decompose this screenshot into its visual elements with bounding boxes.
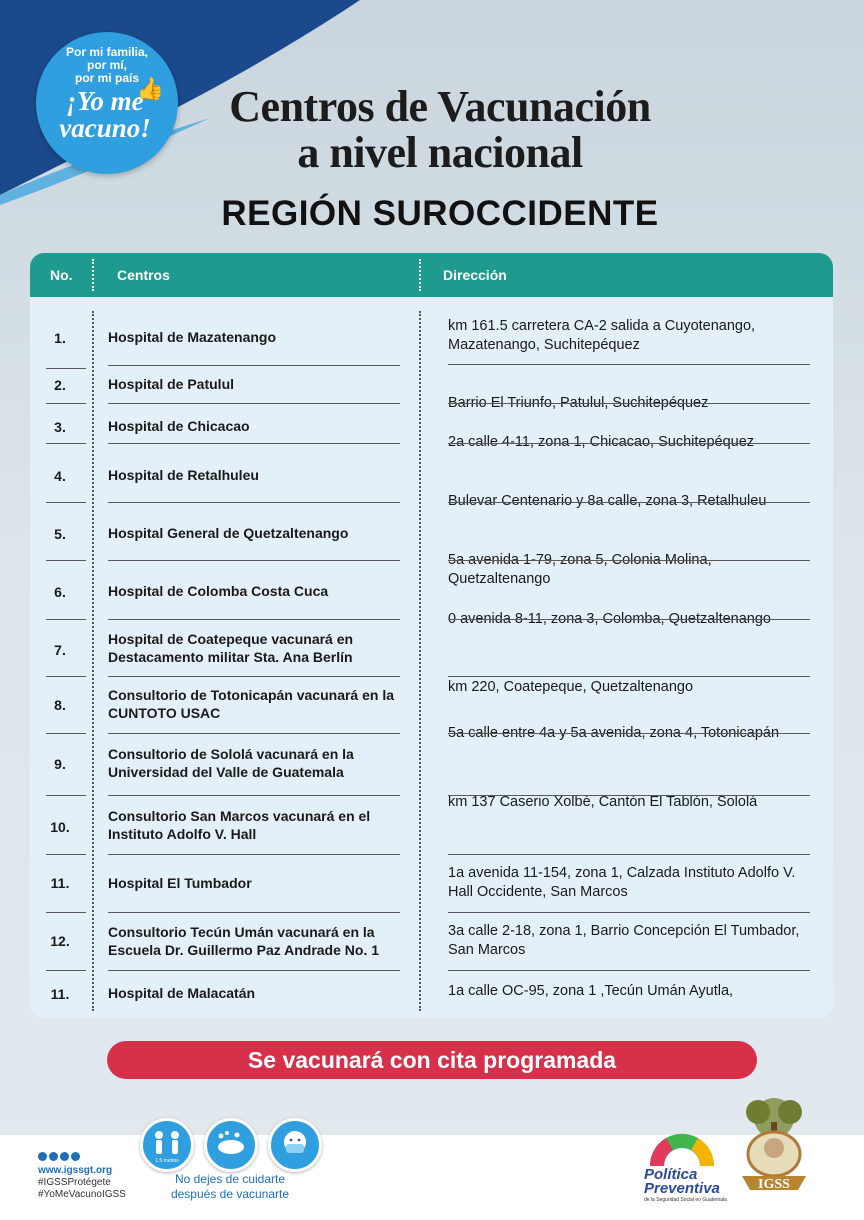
center-name: Consultorio Tecún Umán vacunará en la Escuela Dr. Guillermo Paz Andrade No. 1 <box>108 924 380 958</box>
campaign-line-2: por mí, <box>86 58 127 72</box>
vaccination-centers-table <box>30 253 833 1018</box>
page-title <box>180 84 700 176</box>
row-divider <box>108 912 400 913</box>
row-divider <box>448 502 810 503</box>
center-name: Hospital de Colomba Costa Cuca <box>108 583 329 599</box>
pp-line-2: Preventiva <box>644 1180 720 1197</box>
row-divider <box>46 502 86 503</box>
row-divider <box>108 443 400 444</box>
igss-logo <box>728 1092 820 1200</box>
row-divider <box>108 676 400 677</box>
row-divider <box>108 365 400 366</box>
campaign-line-3: por mi país <box>74 71 139 85</box>
row-divider <box>108 970 400 971</box>
row-number: 4. <box>54 468 66 484</box>
row-divider <box>46 676 86 677</box>
igss-logo-text: IGSS <box>758 1177 790 1192</box>
row-number: 5. <box>54 526 66 542</box>
row-number: 7. <box>54 642 66 658</box>
row-number: 11. <box>50 986 70 1002</box>
hashtag-yomevacuno: #YoMeVacunoIGSS <box>38 1189 126 1200</box>
row-divider <box>448 795 810 796</box>
address: km 161.5 carretera CA-2 salida a Cuyotenango, Mazatenango, Suchitepéquez <box>448 318 756 353</box>
row-divider <box>108 560 400 561</box>
twitter-icon[interactable] <box>49 1152 58 1161</box>
address: 5a avenida 1-79, zona 5, Colonia Molina, Quetzaltenango <box>448 552 712 587</box>
address: 1a avenida 11-154, zona 1, Calzada Instituto Adolfo V. Hall Occidente, San Marcos <box>448 865 796 900</box>
campaign-line-1: Por mi familia, <box>65 45 149 59</box>
address: 0 avenida 8-11, zona 3, Colomba, Quetzaltenango <box>448 611 771 627</box>
center-name: Hospital El Tumbador <box>108 875 252 891</box>
row-divider <box>108 502 400 503</box>
center-name: Hospital de Retalhuleu <box>108 467 259 483</box>
campaign-badge <box>36 32 178 174</box>
distance-label: 1.5 metros <box>155 1158 179 1164</box>
row-divider <box>108 733 400 734</box>
title-line-1: Centros de Vacunación <box>229 82 651 131</box>
row-divider <box>448 676 810 677</box>
address: 2a calle 4-11, zona 1, Chicacao, Suchitepéquez <box>448 434 755 450</box>
header-divider <box>419 259 421 291</box>
appointment-banner: Se vacunará con cita programada <box>107 1041 757 1079</box>
row-divider <box>448 619 810 620</box>
youtube-icon[interactable] <box>60 1152 69 1161</box>
care-reminder <box>140 1172 320 1202</box>
row-number: 11. <box>50 875 70 891</box>
reminder-line-1: No dejes de cuidarte <box>174 1172 286 1186</box>
center-name: Hospital General de Quetzaltenango <box>108 525 349 541</box>
center-name: Hospital de Chicacao <box>108 418 250 434</box>
reminder-line-2: después de vacunarte <box>170 1187 290 1201</box>
address: 3a calle 2-18, zona 1, Barrio Concepción El Tumbador, San Marcos <box>448 923 800 958</box>
center-name: Hospital de Mazatenango <box>108 329 277 345</box>
table-header-row <box>30 253 833 297</box>
row-number: 1. <box>54 330 66 346</box>
row-divider <box>448 443 810 444</box>
facebook-icon[interactable] <box>38 1152 47 1161</box>
row-divider <box>46 733 86 734</box>
address: km 137 Caserio Xolbé, Cantón El Tablón, Sololá <box>448 794 758 810</box>
column-divider <box>92 311 94 1011</box>
row-divider <box>46 368 86 369</box>
row-divider <box>46 970 86 971</box>
row-divider <box>108 619 400 620</box>
row-number: 3. <box>54 419 66 435</box>
face-mask-icon <box>268 1118 322 1172</box>
header-direccion: Dirección <box>443 267 507 283</box>
address: km 220, Coatepeque, Quetzaltenango <box>448 679 694 695</box>
center-name: Hospital de Coatepeque vacunará en Destacamento militar Sta. Ana Berlín <box>108 631 354 665</box>
row-number: 8. <box>54 697 66 713</box>
row-number: 2. <box>54 377 66 393</box>
center-name: Consultorio de Totonicapán vacunará en la CUNTOTO USAC <box>108 687 395 721</box>
row-number: 9. <box>54 756 66 772</box>
row-divider <box>46 560 86 561</box>
row-divider <box>46 619 86 620</box>
row-divider <box>448 970 810 971</box>
social-icons <box>38 1152 126 1165</box>
handwashing-icon <box>204 1118 258 1172</box>
row-divider <box>448 403 810 404</box>
header-centros: Centros <box>117 267 170 283</box>
row-divider <box>46 443 86 444</box>
center-name: Consultorio San Marcos vacunará en el Instituto Adolfo V. Hall <box>108 808 371 842</box>
column-divider <box>419 311 421 1011</box>
center-name: Hospital de Malacatán <box>108 985 256 1001</box>
row-divider <box>448 733 810 734</box>
hashtag-protegete: #IGSSProtégete <box>38 1177 111 1188</box>
campaign-slogan-2: vacuno! <box>59 113 151 143</box>
pp-subtitle: de la Seguridad Social en Guatemala <box>644 1197 727 1203</box>
website-link[interactable]: www.igssgt.org <box>38 1165 113 1176</box>
row-divider <box>448 854 810 855</box>
thumbs-up-icon: 👍 <box>136 76 164 101</box>
pp-line-1: Política <box>644 1166 698 1183</box>
row-divider <box>46 912 86 913</box>
address: Bulevar Centenario y 8a calle, zona 3, Retalhuleu <box>448 493 767 509</box>
politica-preventiva-text <box>644 1168 734 1196</box>
row-divider <box>448 364 810 365</box>
instagram-icon[interactable] <box>71 1152 80 1161</box>
social-distance-icon <box>140 1118 194 1172</box>
center-name: Hospital de Patulul <box>108 376 235 392</box>
row-divider <box>46 403 86 404</box>
address: Barrio El Triunfo, Patulul, Suchitepéquez <box>448 395 709 411</box>
row-divider <box>448 912 810 913</box>
row-number: 10. <box>50 819 70 835</box>
row-number: 6. <box>54 584 66 600</box>
address: 5a calle entre 4a y 5a avenida, zona 4, Totonicapán <box>448 725 780 741</box>
row-divider <box>448 560 810 561</box>
row-divider <box>108 854 400 855</box>
address: 1a calle OC-95, zona 1 ,Tecún Umán Ayutla, <box>448 983 734 999</box>
row-divider <box>46 795 86 796</box>
social-links <box>38 1152 126 1201</box>
campaign-slogan-1: ¡Yo me <box>66 86 144 116</box>
row-divider <box>46 854 86 855</box>
row-divider <box>108 795 400 796</box>
row-number: 12. <box>50 933 70 949</box>
row-divider <box>108 403 400 404</box>
region-subtitle: REGIÓN SUROCCIDENTE <box>221 194 659 233</box>
header-no: No. <box>50 267 73 283</box>
title-line-2: a nivel nacional <box>297 128 583 177</box>
header-divider <box>92 259 94 291</box>
center-name: Consultorio de Sololá vacunará en la Universidad del Valle de Guatemala <box>108 746 354 780</box>
